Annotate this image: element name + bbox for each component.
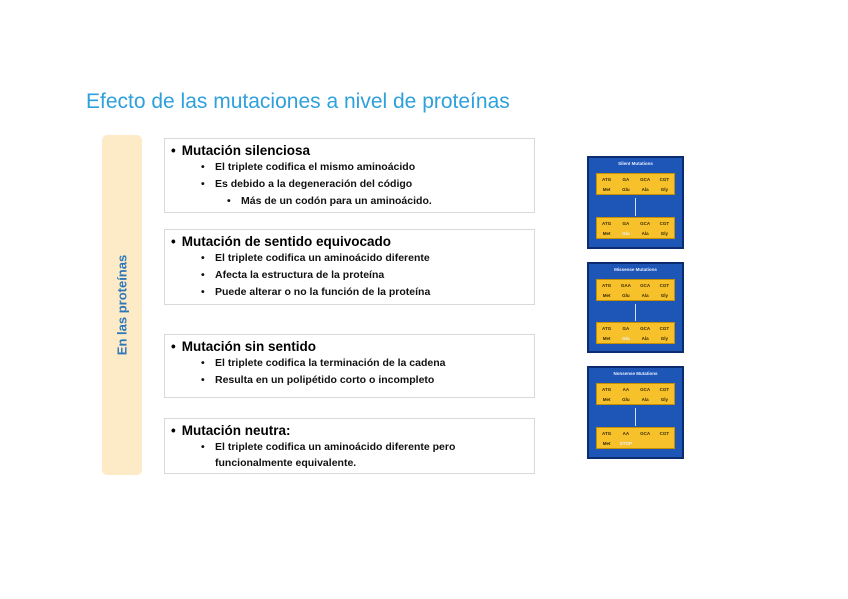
page-title: Efecto de las mutaciones a nivel de proteínas bbox=[86, 90, 510, 113]
mutation-list bbox=[171, 159, 534, 210]
mutation-heading: Mutación neutra: bbox=[181, 423, 291, 438]
mutation-heading: Mutación silenciosa bbox=[181, 143, 311, 158]
diagram-title: Missense Mutations bbox=[614, 267, 657, 272]
codon-box-original: ATG AA GCA CGT Met Glu Ala Gly bbox=[596, 383, 675, 405]
diagram-title: Nonsense Mutations bbox=[613, 371, 658, 376]
diagram-title: Silent Mutations bbox=[618, 161, 653, 166]
list-item: • El triplete codifica un aminoácido diferente bbox=[171, 250, 534, 267]
codon-box-mutated: ATG GA GCA CGT Met Glu Ala Gly bbox=[596, 322, 675, 344]
list-item: • El triplete codifica el mismo aminoácido bbox=[171, 159, 534, 176]
list-item: • El triplete codifica un aminoácido diferente pero funcionalmente equivalente. bbox=[171, 439, 534, 471]
silent-mutation-diagram bbox=[587, 156, 684, 249]
bullet: • bbox=[171, 143, 176, 158]
arrow-down-icon bbox=[635, 408, 636, 426]
mutation-box-missense bbox=[164, 229, 535, 305]
codon-box-mutated: ATG GA GCA CGT Met Glu Ala Gly bbox=[596, 217, 675, 239]
missense-mutation-diagram bbox=[587, 262, 684, 353]
mutation-heading: Mutación sin sentido bbox=[181, 339, 316, 354]
codon-box-original: ATG GAA GCA CGT Met Glu Ala Gly bbox=[596, 279, 675, 301]
codon-box-original: ATG GA GCA CGT Met Glu Ala Gly bbox=[596, 173, 675, 195]
list-subitem: • Más de un codón para un aminoácido. bbox=[171, 193, 534, 210]
mutation-box-neutral bbox=[164, 418, 535, 474]
list-item: • Afecta la estructura de la proteína bbox=[171, 267, 534, 284]
arrow-down-icon bbox=[635, 304, 636, 321]
list-item: • Es debido a la degeneración del código bbox=[171, 176, 534, 193]
list-item: • Resulta en un polipétido corto o incompleto bbox=[171, 372, 534, 389]
mutation-box-silent bbox=[164, 138, 535, 213]
sidebar-banner bbox=[102, 135, 142, 475]
mutation-box-nonsense bbox=[164, 334, 535, 398]
mutation-list bbox=[171, 250, 534, 301]
nonsense-mutation-diagram bbox=[587, 366, 684, 459]
mutation-heading: Mutación de sentido equivocado bbox=[181, 234, 392, 249]
arrow-down-icon bbox=[635, 198, 636, 216]
bullet: • bbox=[171, 339, 176, 354]
sidebar-label: En las proteínas bbox=[114, 254, 130, 356]
mutation-list bbox=[171, 439, 534, 471]
bullet: • bbox=[171, 234, 176, 249]
mutation-list bbox=[171, 355, 534, 389]
bullet: • bbox=[171, 423, 176, 438]
list-item: • El triplete codifica la terminación de la cadena bbox=[171, 355, 534, 372]
list-item: • Puede alterar o no la función de la proteína bbox=[171, 284, 534, 301]
codon-box-mutated: ATG AA GCA CGT Met STOP bbox=[596, 427, 675, 449]
